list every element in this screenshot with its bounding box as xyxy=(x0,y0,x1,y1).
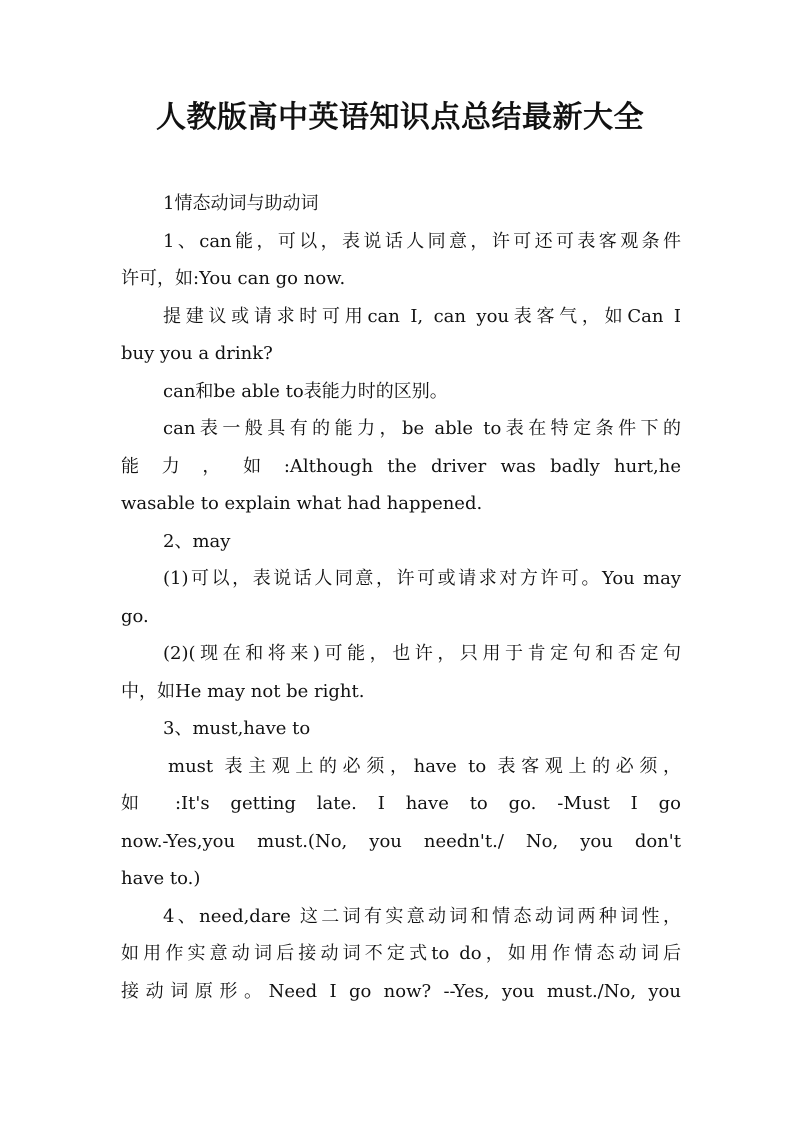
paragraph-line: buy you a drink? xyxy=(121,343,273,364)
paragraph-line: go. xyxy=(121,606,149,627)
paragraph-line: now.-Yes,you must.(No, you needn't./ No, you don't xyxy=(121,831,681,852)
paragraph-line: 接动词原形。Need I go now? --Yes, you must./No, you xyxy=(121,981,681,1002)
paragraph-line: must 表主观上的必须，have to 表客观上的必须， xyxy=(168,756,681,777)
section-heading-must: 3、must,have to xyxy=(163,718,311,739)
paragraph-line: wasable to explain what had happened. xyxy=(121,493,483,514)
section-heading-may: 2、may xyxy=(163,531,231,552)
paragraph-line: 如 :It's getting late. I have to go. -Must I go xyxy=(121,793,681,814)
document-title: 人教版高中英语知识点总结最新大全 xyxy=(156,100,644,135)
paragraph-line: 提建议或请求时可用can I, can you表客气，如Can I xyxy=(163,306,681,327)
paragraph-line: 1、can能，可以，表说话人同意，许可还可表客观条件 xyxy=(163,231,681,252)
paragraph-line: have to.) xyxy=(121,868,201,889)
paragraph-line: can表一般具有的能力，be able to表在特定条件下的 xyxy=(163,418,681,439)
paragraph-line: can和be able to表能力时的区别。 xyxy=(163,381,448,402)
paragraph-line: 如用作实意动词后接动词不定式to do，如用作情态动词后 xyxy=(121,943,681,964)
section-heading-need-dare: 4、need,dare 这二词有实意动词和情态动词两种词性， xyxy=(163,906,681,927)
paragraph-line: 许可，如:You can go now. xyxy=(121,268,346,289)
paragraph-line: 中，如He may not be right. xyxy=(121,681,365,702)
section-heading-modal-verbs: 1情态动词与助动词 xyxy=(163,193,319,214)
paragraph-line: (1)可以，表说话人同意，许可或请求对方许可。You may xyxy=(163,568,681,589)
paragraph-line: 能 力 ， 如 :Although the driver was badly hurt,he xyxy=(121,456,681,477)
paragraph-line: (2)(现在和将来)可能，也许，只用于肯定句和否定句 xyxy=(163,643,681,664)
